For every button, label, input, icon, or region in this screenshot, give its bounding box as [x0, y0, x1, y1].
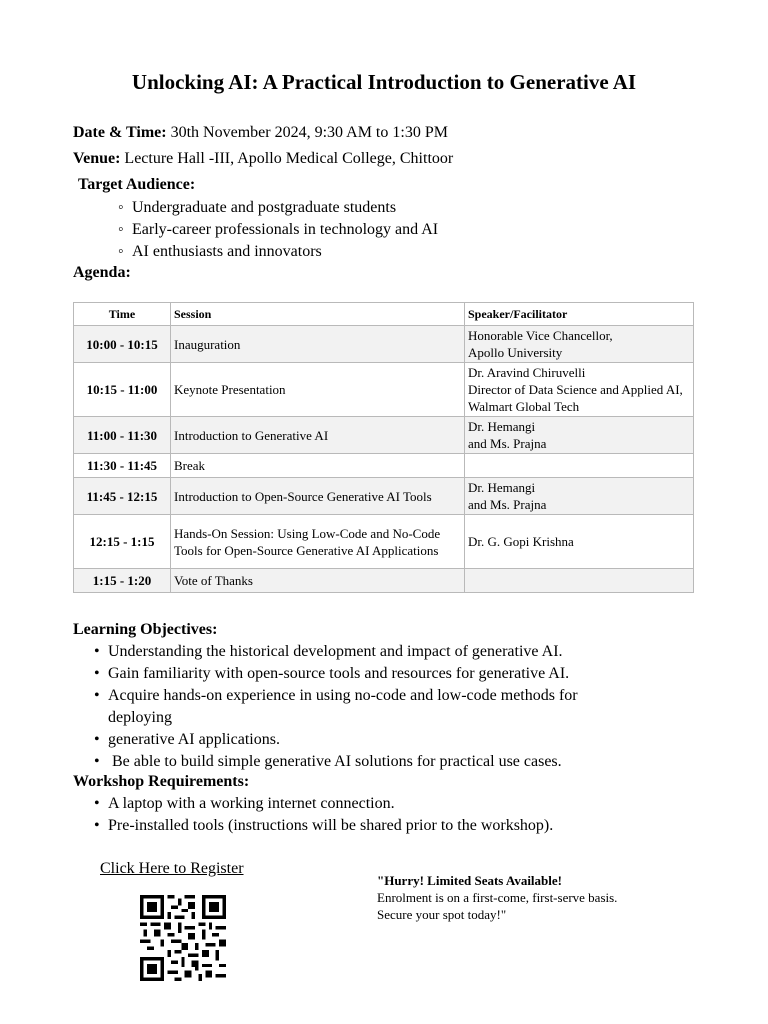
cell-speaker	[465, 454, 694, 478]
cell-time: 10:15 - 11:00	[74, 363, 171, 417]
agenda-heading: Agenda:	[73, 264, 131, 281]
agenda-table	[73, 302, 694, 593]
cell-speaker: Dr. Hemangi and Ms. Prajna	[465, 478, 694, 515]
cell-session: Break	[171, 454, 465, 478]
page-title: Unlocking AI: A Practical Introduction to Generative AI	[131, 70, 637, 94]
date-time-line	[73, 124, 448, 142]
cell-session: Introduction to Generative AI	[171, 417, 465, 454]
table-row	[74, 417, 694, 454]
venue-line	[73, 150, 453, 168]
col-header-session: Session	[171, 303, 465, 326]
cell-time: 11:45 - 12:15	[74, 478, 171, 515]
register-link[interactable]: Click Here to Register	[100, 860, 244, 877]
list-item: • Pre-installed tools (instructions will be shared prior to the workshop).	[92, 815, 692, 837]
cell-session: Keynote Presentation	[171, 363, 465, 417]
list-item: • Be able to build simple generative AI solutions for practical use cases.	[92, 751, 692, 773]
list-item: • Understanding the historical development and impact of generative AI.	[92, 641, 692, 663]
cell-speaker: Honorable Vice Chancellor, Apollo University	[465, 326, 694, 363]
list-item: • Acquire hands-on experience in using no-code and low-code methods for	[92, 685, 692, 707]
col-header-time: Time	[74, 303, 171, 326]
audience-heading: Target Audience:	[78, 176, 196, 193]
objectives-list	[92, 641, 692, 773]
table-row	[74, 326, 694, 363]
requirements-heading: Workshop Requirements:	[73, 773, 250, 790]
cell-session: Hands-On Session: Using Low-Code and No-Code Tools for Open-Source Generative AI Applications	[171, 515, 465, 569]
list-item: • generative AI applications.	[92, 729, 692, 751]
cell-time: 11:30 - 11:45	[74, 454, 171, 478]
table-row	[74, 515, 694, 569]
table-row	[74, 569, 694, 593]
col-header-speaker: Speaker/Facilitator	[465, 303, 694, 326]
venue-value: Lecture Hall -III, Apollo Medical College, Chittoor	[124, 150, 454, 167]
cell-time: 11:00 - 11:30	[74, 417, 171, 454]
list-item: • A laptop with a working internet connection.	[92, 793, 692, 815]
objectives-heading: Learning Objectives:	[73, 621, 218, 638]
cell-speaker: Dr. G. Gopi Krishna	[465, 515, 694, 569]
list-item: ◦ AI enthusiasts and innovators	[118, 241, 438, 263]
cell-time: 12:15 - 1:15	[74, 515, 171, 569]
seats-notice	[377, 872, 617, 923]
venue-label: Venue:	[73, 150, 121, 167]
cell-time: 1:15 - 1:20	[74, 569, 171, 593]
list-item: • Gain familiarity with open-source tools and resources for generative AI.	[92, 663, 692, 685]
cell-session: Vote of Thanks	[171, 569, 465, 593]
list-item: ◦ Early-career professionals in technology and AI	[118, 219, 438, 241]
cell-speaker: Dr. Hemangi and Ms. Prajna	[465, 417, 694, 454]
notice-line-2: Secure your spot today!"	[377, 907, 507, 922]
table-row	[74, 454, 694, 478]
date-label: Date & Time:	[73, 124, 167, 141]
qr-code-icon[interactable]	[140, 895, 226, 981]
table-header-row	[74, 303, 694, 326]
date-value: 30th November 2024, 9:30 AM to 1:30 PM	[170, 124, 448, 141]
cell-speaker	[465, 569, 694, 593]
requirements-list	[92, 793, 692, 837]
notice-headline: "Hurry! Limited Seats Available!	[377, 873, 562, 888]
table-row	[74, 478, 694, 515]
cell-session: Introduction to Open-Source Generative AI Tools	[171, 478, 465, 515]
cell-time: 10:00 - 10:15	[74, 326, 171, 363]
notice-line-1: Enrolment is on a first-come, first-serve basis.	[377, 890, 618, 905]
cell-session: Inauguration	[171, 326, 465, 363]
audience-list	[118, 197, 438, 263]
list-item: ◦ Undergraduate and postgraduate students	[118, 197, 438, 219]
cell-speaker: Dr. Aravind Chiruvelli Director of Data Science and Applied AI, Walmart Global Tech	[465, 363, 694, 417]
list-item: deploying	[108, 709, 172, 726]
table-row	[74, 363, 694, 417]
